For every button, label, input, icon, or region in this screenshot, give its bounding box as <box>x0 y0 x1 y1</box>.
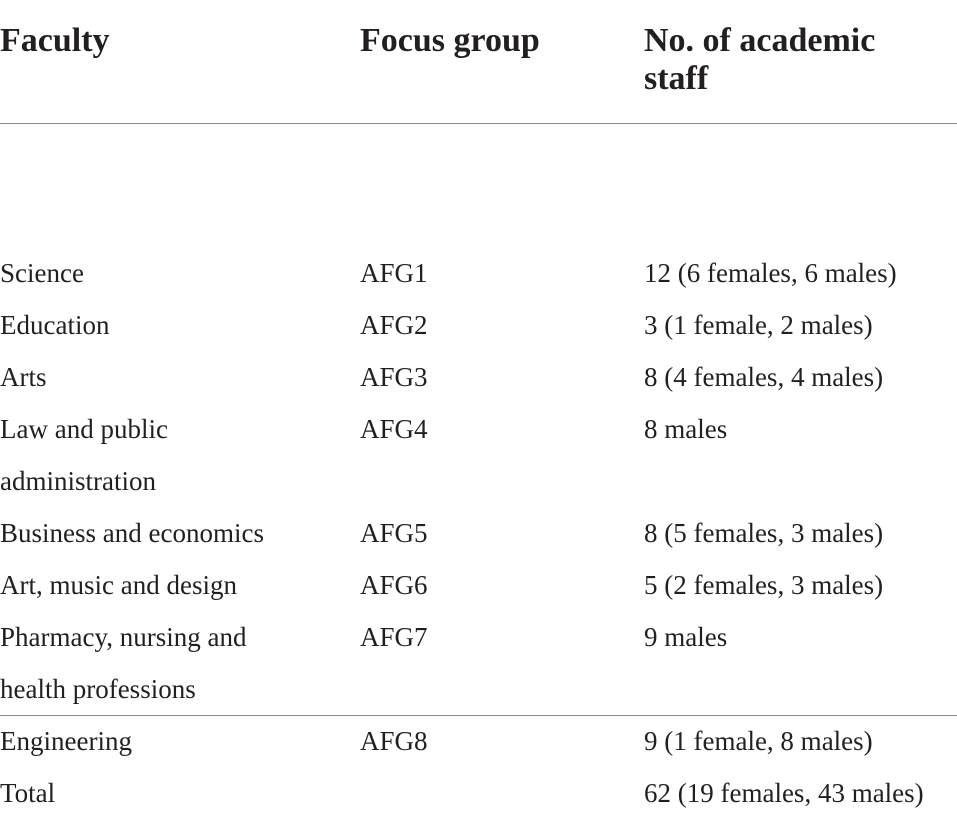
cell-faculty-line: administration <box>0 466 156 496</box>
table-row <box>0 247 957 299</box>
cell-focus-group: AFG4 <box>360 414 428 444</box>
cell-faculty-line: Engineering <box>0 726 132 756</box>
cell-academic-staff: 62 (19 females, 43 males) <box>644 778 924 808</box>
header-faculty: Faculty <box>0 22 110 59</box>
table-bottom-rule <box>0 715 957 716</box>
cell-faculty <box>0 507 264 559</box>
header-academic-staff <box>644 22 944 98</box>
cell-faculty <box>0 611 246 715</box>
cell-academic-staff: 8 males <box>644 414 728 444</box>
table-row <box>0 351 957 403</box>
table-row <box>0 559 957 611</box>
cell-faculty <box>0 715 132 767</box>
cell-academic-staff: 5 (2 females, 3 males) <box>644 570 884 600</box>
header-academic-staff-line2: staff <box>644 60 709 97</box>
cell-faculty-line: Science <box>0 258 84 288</box>
cell-faculty <box>0 559 237 611</box>
table-row <box>0 715 957 767</box>
cell-faculty-line: Arts <box>0 362 47 392</box>
header-focus-group: Focus group <box>360 22 540 59</box>
table-header <box>0 0 957 124</box>
cell-focus-group: AFG6 <box>360 570 428 600</box>
table-row <box>0 299 957 351</box>
table-row <box>0 611 957 715</box>
table-row <box>0 507 957 559</box>
cell-academic-staff: 9 males <box>644 622 728 652</box>
cell-faculty-line: Art, music and design <box>0 570 237 600</box>
cell-faculty <box>0 767 55 819</box>
cell-focus-group: AFG2 <box>360 310 428 340</box>
cell-faculty-line: Pharmacy, nursing and <box>0 622 247 652</box>
cell-academic-staff: 8 (5 females, 3 males) <box>644 518 884 548</box>
cell-focus-group: AFG1 <box>360 258 428 288</box>
cell-academic-staff: 12 (6 females, 6 males) <box>644 258 897 288</box>
cell-academic-staff: 8 (4 females, 4 males) <box>644 362 884 392</box>
cell-academic-staff: 3 (1 female, 2 males) <box>644 310 873 340</box>
cell-focus-group: AFG7 <box>360 622 428 652</box>
cell-faculty-line: Total <box>0 778 56 808</box>
cell-faculty <box>0 299 109 351</box>
header-academic-staff-line1: No. of academic <box>644 22 876 59</box>
cell-faculty-line: Law and public <box>0 414 168 444</box>
table-row <box>0 767 957 819</box>
cell-faculty <box>0 247 84 299</box>
cell-faculty-line: Business and economics <box>0 518 264 548</box>
cell-academic-staff: 9 (1 female, 8 males) <box>644 726 873 756</box>
cell-focus-group: AFG8 <box>360 726 428 756</box>
cell-faculty-line: health professions <box>0 674 196 704</box>
cell-focus-group: AFG5 <box>360 518 428 548</box>
cell-faculty <box>0 403 168 507</box>
cell-focus-group: AFG3 <box>360 362 428 392</box>
cell-faculty-line: Education <box>0 310 110 340</box>
cell-faculty <box>0 351 47 403</box>
table-row <box>0 403 957 507</box>
